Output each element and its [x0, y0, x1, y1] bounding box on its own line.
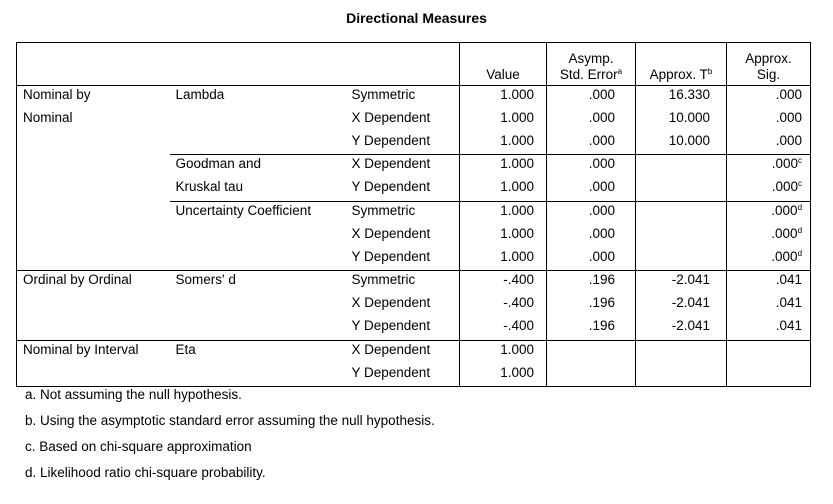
approx-t-cell: -2.041	[636, 271, 727, 294]
value-cell: 1.000	[460, 340, 547, 363]
value-cell: 1.000	[460, 201, 547, 224]
row-dependent-label: X Dependent	[351, 225, 431, 241]
row-dependent-label: Y Dependent	[351, 179, 431, 195]
std-error-cell: .000	[547, 155, 636, 178]
value-cell: 1.000	[460, 178, 547, 201]
approx-t-cell: 10.000	[636, 109, 727, 132]
row-measure-label	[170, 248, 346, 271]
footnote-b: b. Using the asymptotic standard error assuming the null hypothesis.	[25, 413, 435, 428]
table-row	[17, 225, 811, 248]
row-group-label	[17, 294, 170, 317]
table-row	[17, 340, 811, 363]
approx-t-cell	[636, 364, 727, 387]
value-cell: 1.000	[460, 132, 547, 155]
row-group-label	[17, 132, 170, 155]
std-error-cell: .000	[547, 109, 636, 132]
row-dependent-label: Y Dependent	[351, 364, 431, 380]
approx-t-cell	[636, 225, 727, 248]
row-dependent-label: X Dependent	[351, 295, 431, 311]
table-row	[17, 201, 811, 224]
footnote-d: d. Likelihood ratio chi-square probability.	[25, 465, 266, 480]
value-cell: 1.000	[460, 248, 547, 271]
approx-t-cell: -2.041	[636, 317, 727, 340]
row-measure-label: Lambda	[170, 86, 346, 109]
approx-sig-cell: .000$^c$	[727, 155, 811, 178]
table-row	[17, 178, 811, 201]
value-cell: 1.000	[460, 364, 547, 387]
approx-sig-cell: .000$^d$	[727, 201, 811, 224]
value-cell: -.400	[460, 317, 547, 340]
approx-t-cell	[636, 340, 727, 363]
value-cell: 1.000	[460, 155, 547, 178]
approx-t-cell: -2.041	[636, 294, 727, 317]
row-dependent-label: Symmetric	[346, 86, 460, 109]
table-title: Directional Measures	[346, 10, 487, 26]
approx-sig-cell: .000	[727, 109, 811, 132]
approx-sig-cell: .000$^d$	[727, 225, 811, 248]
row-dependent-label: Y Dependent	[351, 248, 431, 264]
std-error-cell: .000	[547, 201, 636, 224]
std-error-cell: .000	[547, 86, 636, 109]
std-error-cell: .196	[547, 317, 636, 340]
std-error-cell: .196	[547, 271, 636, 294]
table-row	[17, 132, 811, 155]
std-error-cell: .000	[547, 248, 636, 271]
approx-sig-cell: .000	[727, 86, 811, 109]
header-blank-cell	[17, 43, 460, 86]
table-row	[17, 248, 811, 271]
footnote-c: c. Based on chi-square approximation	[25, 439, 252, 454]
row-dependent-label: X Dependent	[351, 109, 431, 125]
row-measure-label	[170, 132, 346, 155]
std-error-cell: .000	[547, 178, 636, 201]
row-dependent-label: X Dependent	[346, 155, 460, 178]
header-approx-sig: Approx. Sig.	[727, 43, 811, 86]
std-error-cell: .196	[547, 294, 636, 317]
value-cell: 1.000	[460, 225, 547, 248]
approx-t-cell: 16.330	[636, 86, 727, 109]
approx-sig-cell	[727, 364, 811, 387]
std-error-cell	[547, 340, 636, 363]
row-measure-label: Kruskal tau	[175, 179, 244, 195]
row-group-label: Nominal by	[17, 86, 170, 109]
approx-t-cell: 10.000	[636, 132, 727, 155]
approx-sig-cell	[727, 340, 811, 363]
table-row	[17, 364, 811, 387]
table-row	[17, 271, 811, 294]
row-measure-label	[170, 364, 346, 387]
row-dependent-label: Symmetric	[346, 201, 460, 224]
row-measure-label: Goodman and	[170, 155, 346, 178]
row-measure-label: Somers' d	[170, 271, 346, 294]
approx-sig-cell: .000$^c$	[727, 178, 811, 201]
row-group-label	[17, 155, 170, 178]
header-std-error: Asymp. Std. Error$^a$	[547, 43, 636, 86]
std-error-cell: .000	[547, 225, 636, 248]
header-value: Value	[460, 43, 547, 86]
approx-t-cell	[636, 248, 727, 271]
approx-t-cell	[636, 178, 727, 201]
table-row	[17, 317, 811, 340]
row-dependent-label: Symmetric	[346, 271, 460, 294]
approx-t-cell	[636, 155, 727, 178]
row-group-label: Ordinal by Ordinal	[17, 271, 170, 294]
row-group-label	[17, 201, 170, 224]
row-group-label	[17, 178, 170, 201]
approx-sig-cell: .000$^d$	[727, 248, 811, 271]
row-measure-label	[170, 294, 346, 317]
approx-sig-cell: .041	[727, 271, 811, 294]
footnote-a: a. Not assuming the null hypothesis.	[25, 387, 242, 402]
row-group-label: Nominal	[23, 109, 73, 125]
row-measure-label: Uncertainty Coefficient	[170, 201, 346, 224]
table-row	[17, 109, 811, 132]
row-dependent-label: X Dependent	[346, 340, 460, 363]
directional-measures-table	[16, 42, 811, 387]
approx-sig-cell: .041	[727, 317, 811, 340]
row-dependent-label: Y Dependent	[351, 317, 431, 333]
row-group-label	[17, 364, 170, 387]
table-row	[17, 86, 811, 109]
std-error-cell: .000	[547, 132, 636, 155]
row-measure-label: Eta	[170, 340, 346, 363]
row-measure-label	[170, 109, 346, 132]
row-group-label: Nominal by Interval	[17, 340, 170, 363]
row-dependent-label: Y Dependent	[351, 132, 431, 148]
row-measure-label	[170, 225, 346, 248]
row-group-label	[17, 317, 170, 340]
value-cell: 1.000	[460, 86, 547, 109]
value-cell: -.400	[460, 271, 547, 294]
std-error-cell	[547, 364, 636, 387]
header-approx-t: Approx. $T^b$	[636, 43, 727, 86]
table-row	[17, 294, 811, 317]
value-cell: -.400	[460, 294, 547, 317]
row-measure-label	[170, 317, 346, 340]
approx-sig-cell: .041	[727, 294, 811, 317]
row-group-label	[17, 248, 170, 271]
approx-sig-cell: .000	[727, 132, 811, 155]
row-group-label	[17, 225, 170, 248]
value-cell: 1.000	[460, 109, 547, 132]
approx-t-cell	[636, 201, 727, 224]
table-row	[17, 155, 811, 178]
header-row	[17, 43, 811, 86]
